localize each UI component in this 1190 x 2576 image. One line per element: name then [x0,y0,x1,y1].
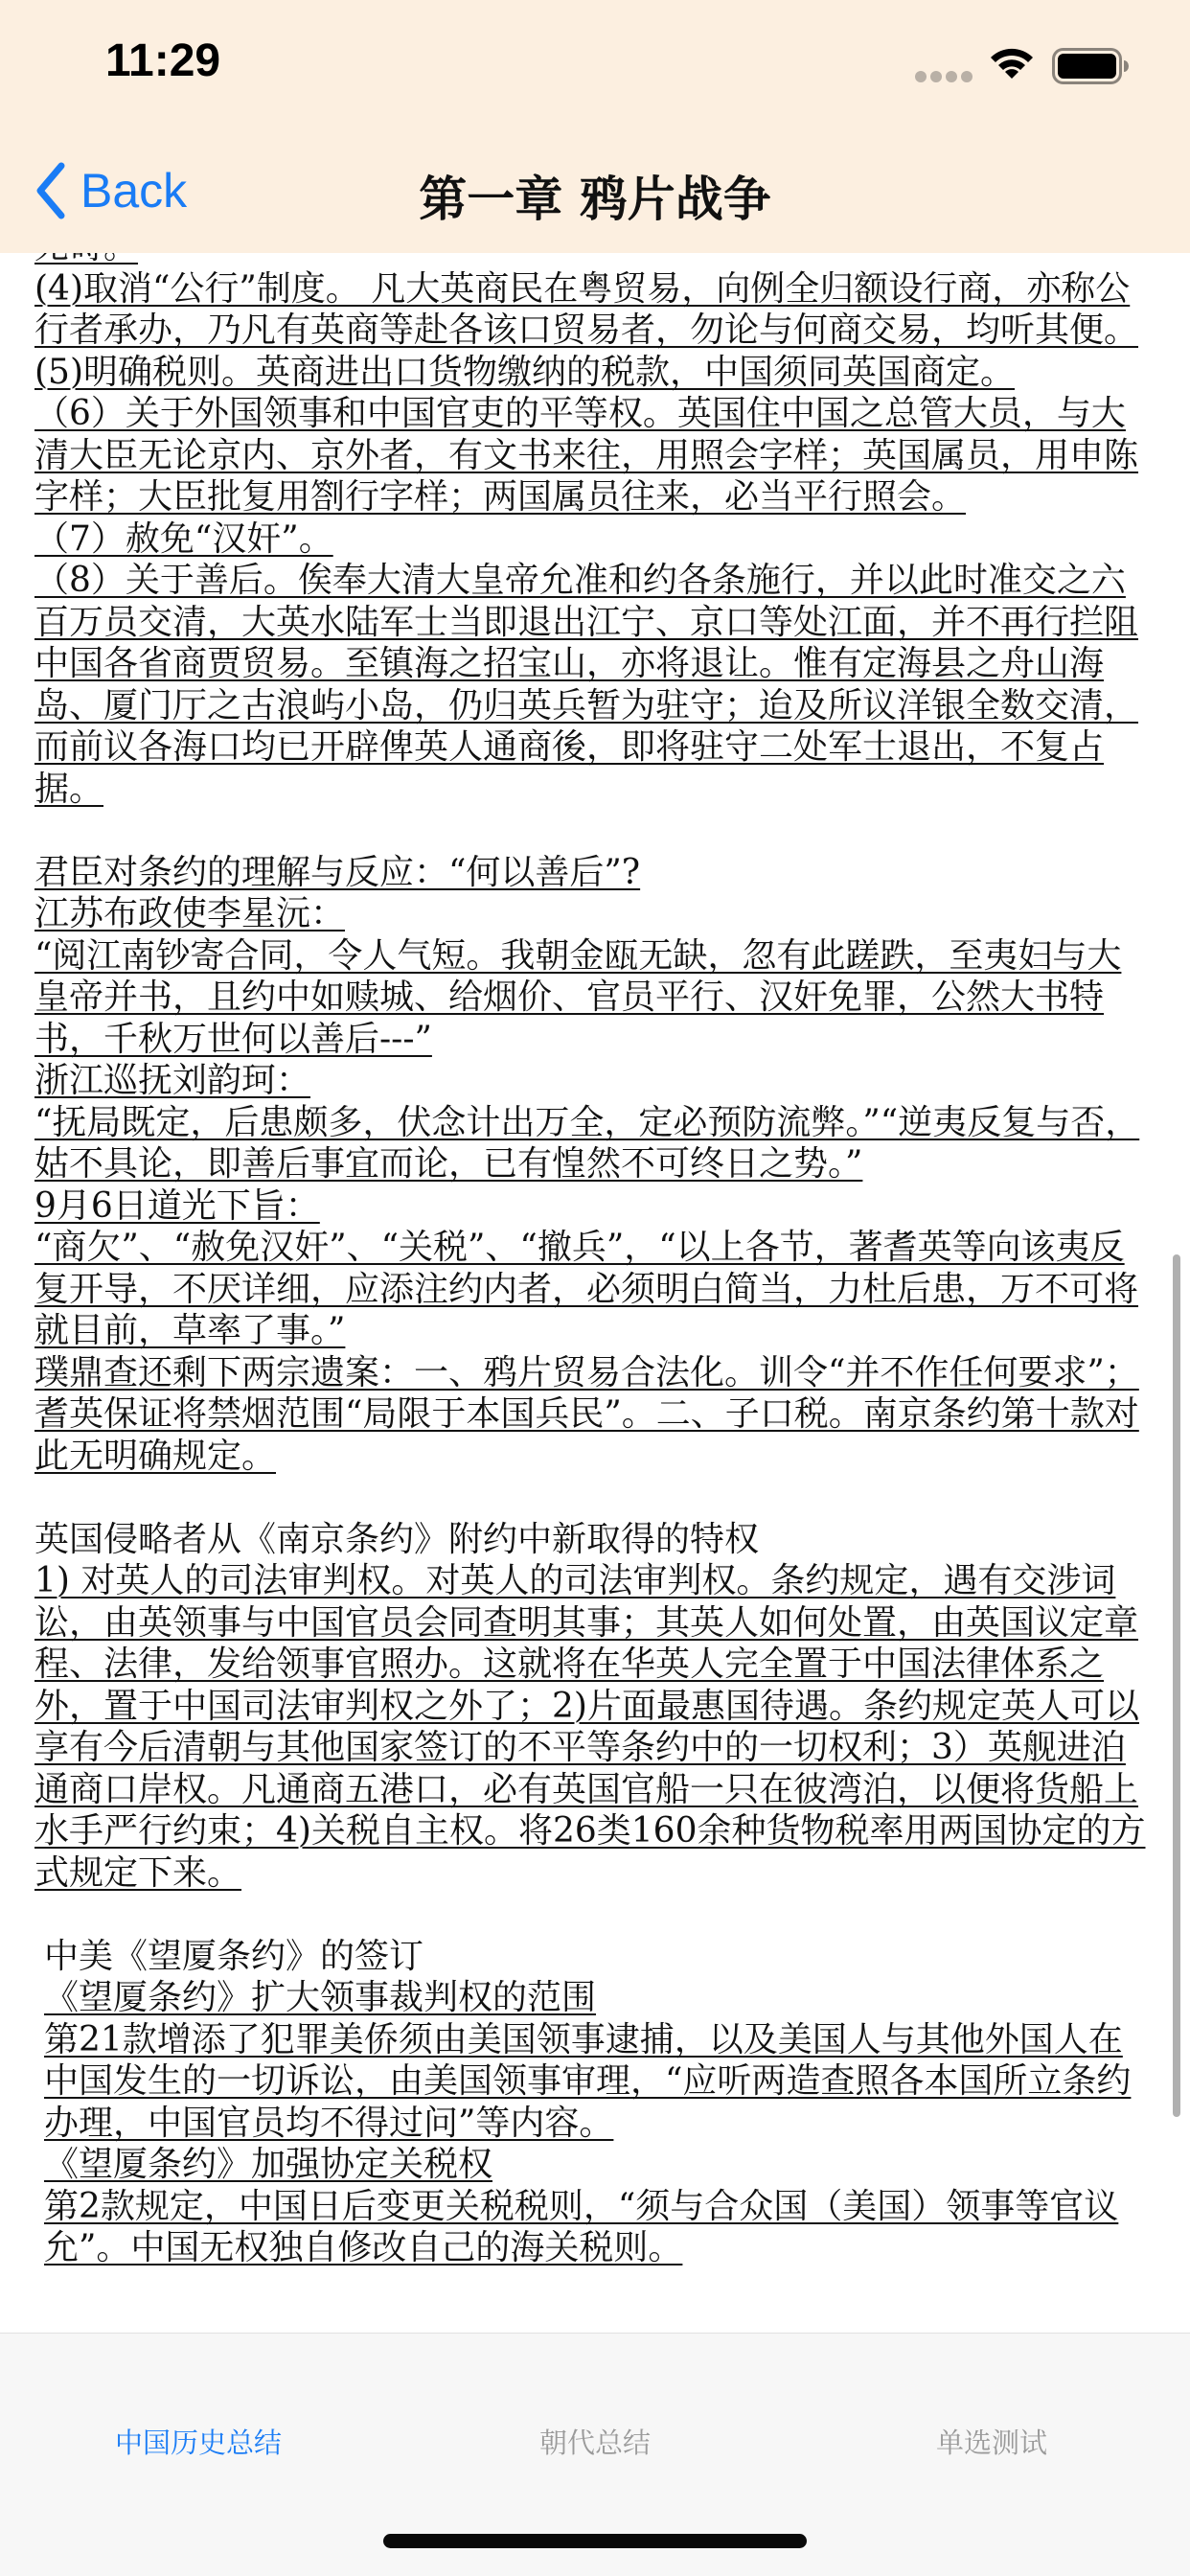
wifi-icon [987,44,1037,82]
paragraph: 璞鼎查还剩下两宗遗案：一、鸦片贸易合法化。训令“并不作任何要求”；耆英保证将禁烟范围“局限于本国兵民”。二、子口税。南京条约第十款对此无明确规定。 [34,1352,1139,1476]
paragraph: 第2款规定，中国日后变更关税税则，“须与合众国（美国）领事等官议允”。中国无权独自修改自己的海关税则。 [44,2186,1119,2267]
tab-chinese-history-summary[interactable]: 中国历史总结 [114,2426,282,2459]
paragraph: （7）赦免“汉奸”。 [34,518,333,559]
paragraph: (5)明确税则。英商进出口货物缴纳的税款，中国须同英国商定。 [34,352,1015,392]
tab-single-choice-test[interactable]: 单选测试 [935,2426,1047,2459]
paragraph: （6）关于外国领事和中国官吏的平等权。英国住中国之总管大员，与大清大臣无论京内、京外者，有文书来往，用照会字样；英国属员，用申陈字样；大臣批复用劄行字样；两国属员往来，必当平行照会。 [34,394,1139,517]
battery-icon [1052,48,1129,84]
article-text [34,226,1156,2269]
paragraph: 9月6日道光下旨： [34,1185,320,1226]
paragraph: 江苏布政使李星沅： [34,894,346,933]
cellular-signal-icon [915,71,973,82]
paragraph: 第21款增添了犯罪美侨须由美国领事逮捕，以及美国人与其他外国人在中国发生的一切诉讼，由美国领事审理，“应听两造查照各本国所立条约办理，中国官员均不得过问”等内容。 [44,2019,1132,2143]
page-title: 第一章 鸦片战争 [419,172,771,227]
tab-dynasty-summary[interactable]: 朝代总结 [538,2426,651,2459]
paragraph: (4)取消“公行”制度。 凡大英商民在粤贸易，向例全归额设行商，亦称公行者承办，乃凡有英商等赴各该口贸易者，勿论与何商交易，均听其便。 [34,268,1139,350]
status-bar [0,0,1190,134]
paragraph: 《望厦条约》加强协定关税权 [44,2145,493,2184]
home-indicator[interactable] [383,2534,807,2548]
navigation-bar [0,144,1190,249]
paragraph: “阅江南钞寄合同，令人气短。我朝金瓯无缺，忽有此蹉跌，至夷妇与大皇帝并书，且约中如赎城、给烟价、官员平行、汉奸免罪，公然大书特书，千秋万世何以善后---” [34,935,1122,1059]
section-heading: 君臣对条约的理解与反应：“何以善后”? [34,852,641,892]
paragraph: （8）关于善后。俟奉大清大皇帝允准和约各条施行，并以此时准交之六百万员交清，大英水陆军士当即退出江宁、京口等处江面，并不再行拦阻中国各省商贾贸易。至镇海之招宝山，亦将退让。惟有定海县之舟山海岛、厦门厅之古浪屿小岛，仍归英兵暂为驻守；迨及所议洋银全数交清，而前议各海口均已开辟俾英人通商後，即将驻守二处军士退出，不复占据。 [34,561,1139,809]
status-time: 11:29 [105,35,221,86]
spacer [34,1477,1156,1519]
header [0,0,1190,253]
vertical-scrollbar[interactable] [1173,1254,1180,2117]
section-heading: 中美《望厦条约》的签订 [44,1936,424,1976]
spacer [34,1894,1156,1936]
paragraph: 浙江巡抚刘韵珂： [34,1061,311,1100]
back-label: Back [80,164,188,218]
article-content[interactable] [0,253,1190,2333]
paragraph: “抚局既定，后患颇多，伏念计出万全，定必预防流弊。”“逆夷反复与否，姑不具论，即善后事宜而论，已有惶然不可终日之势。” [34,1102,1140,1184]
spacer [34,810,1156,852]
paragraph: “商欠”、“赦免汉奸”、“关税”、“撤兵”，“以上各节，著耆英等向该夷反复开导，不厌详细，应添注约内者，必须明白简当，力杜后患，万不可将就目前，草率了事。” [34,1228,1139,1350]
paragraph: 《望厦条约》扩大领事裁判权的范围 [44,1978,597,2017]
paragraph: 1) 对英人的司法审判权。对英人的司法审判权。条约规定，遇有交涉词讼，由英领事与中国官员会同查明其事；其英人如何处置，由英国议定章程、法律，发给领事官照办。这就将在华英人完全置于中国法律体系之外，置于中国司法审判权之外了；2)片面最惠国待遇。条约规定英人可以享有今后清朝与其他国家签订的不平等条约中的一切权利；3）英舰进泊通商口岸权。凡通商五港口，必有英国官船一只在彼湾泊，以便将货船上水手严行约束；4)关税自主权。将26类160余种货物税率用两国协定的方式规定下来。 [34,1561,1146,1893]
section-heading: 英国侵略者从《南京条约》附约中新取得的特权 [34,1519,760,1559]
